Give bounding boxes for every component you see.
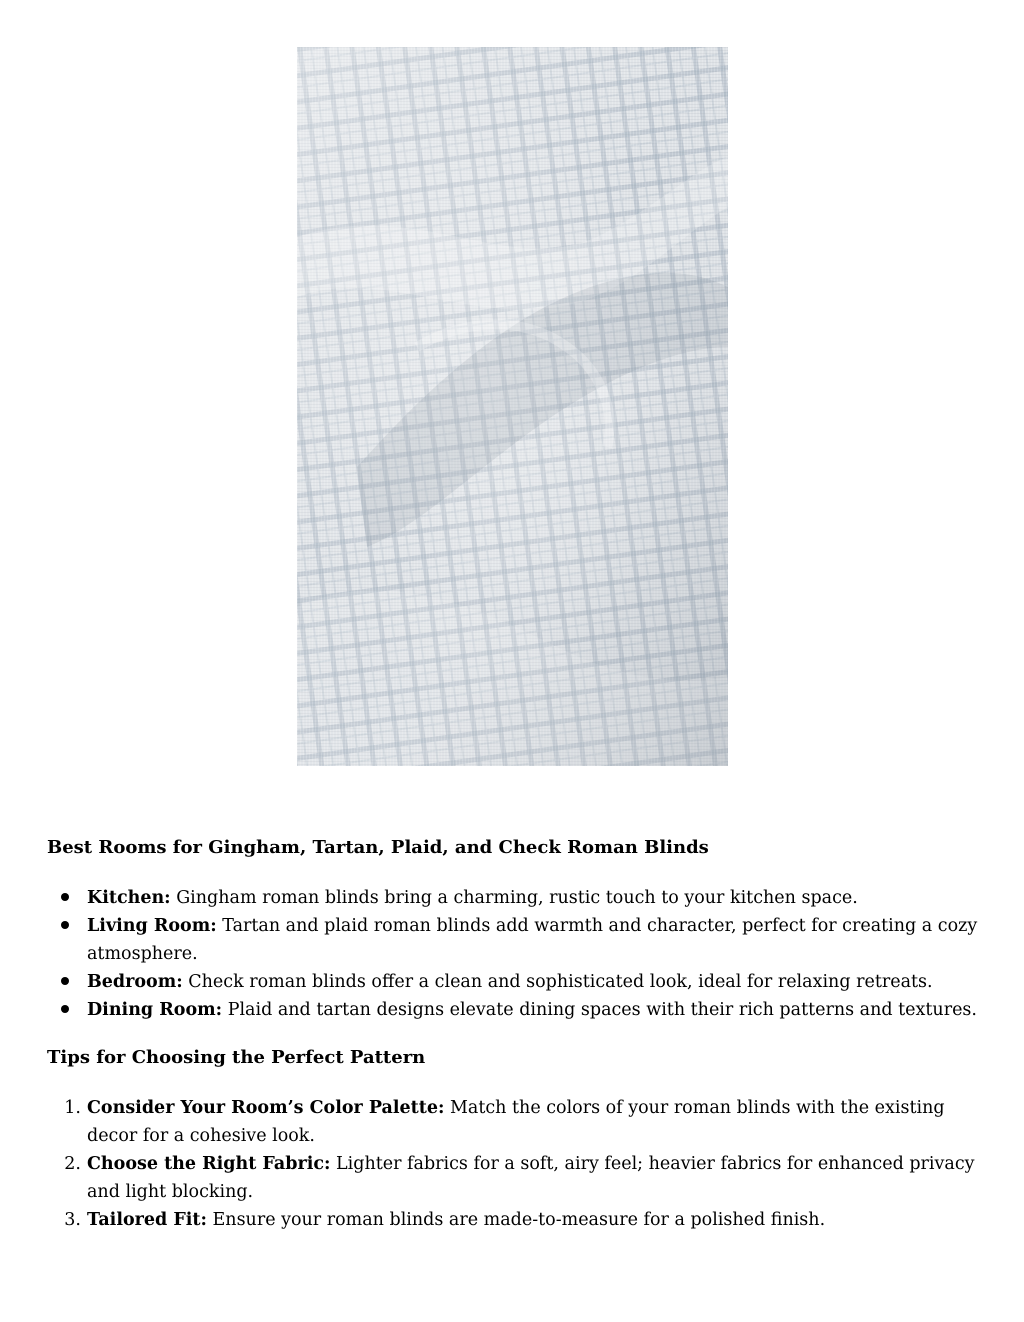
item-term: Kitchen: bbox=[87, 888, 171, 908]
item-text: Ensure your roman blinds are made-to-measure for a polished finish. bbox=[206, 1210, 826, 1230]
list-number: 3. bbox=[64, 1210, 81, 1230]
list-item bbox=[47, 884, 987, 912]
item-term: Choose the Right Fabric: bbox=[87, 1154, 331, 1174]
item-text: Gingham roman blinds bring a charming, rustic touch to your kitchen space. bbox=[170, 888, 858, 908]
section-heading-best-rooms: Best Rooms for Gingham, Tartan, Plaid, and Check Roman Blinds bbox=[47, 837, 709, 858]
section-heading-tips: Tips for Choosing the Perfect Pattern bbox=[47, 1047, 426, 1068]
list-item bbox=[47, 1150, 987, 1206]
item-term: Living Room: bbox=[87, 916, 217, 936]
bullet-icon bbox=[47, 884, 81, 912]
item-text: Tartan and plaid roman blinds add warmth and character, perfect for creating a cozy atmosphere. bbox=[87, 916, 978, 964]
item-text: Check roman blinds offer a clean and sophisticated look, ideal for relaxing retreats. bbox=[182, 972, 933, 992]
item-text: Match the colors of your roman blinds with the existing decor for a cohesive look. bbox=[87, 1098, 945, 1146]
list-item bbox=[47, 912, 987, 968]
list-item bbox=[47, 1206, 987, 1234]
fabric-photo bbox=[297, 47, 728, 766]
list-number: 1. bbox=[64, 1098, 81, 1118]
list-item bbox=[47, 996, 987, 1024]
best-rooms-list bbox=[47, 884, 987, 1024]
item-text: Lighter fabrics for a soft, airy feel; heavier fabrics for enhanced privacy and light blocking. bbox=[87, 1154, 975, 1202]
list-item bbox=[47, 1094, 987, 1150]
bullet-icon bbox=[47, 996, 81, 1024]
list-item bbox=[47, 968, 987, 996]
item-text: Plaid and tartan designs elevate dining spaces with their rich patterns and textures. bbox=[222, 1000, 977, 1020]
bullet-icon bbox=[47, 912, 81, 940]
item-term: Tailored Fit: bbox=[87, 1210, 207, 1230]
fabric-photo-art bbox=[297, 47, 728, 766]
tips-list bbox=[47, 1094, 987, 1234]
item-term: Dining Room: bbox=[87, 1000, 223, 1020]
item-term: Consider Your Room’s Color Palette: bbox=[87, 1098, 445, 1118]
bullet-icon bbox=[47, 968, 81, 996]
list-number: 2. bbox=[64, 1154, 81, 1174]
item-term: Bedroom: bbox=[87, 972, 183, 992]
